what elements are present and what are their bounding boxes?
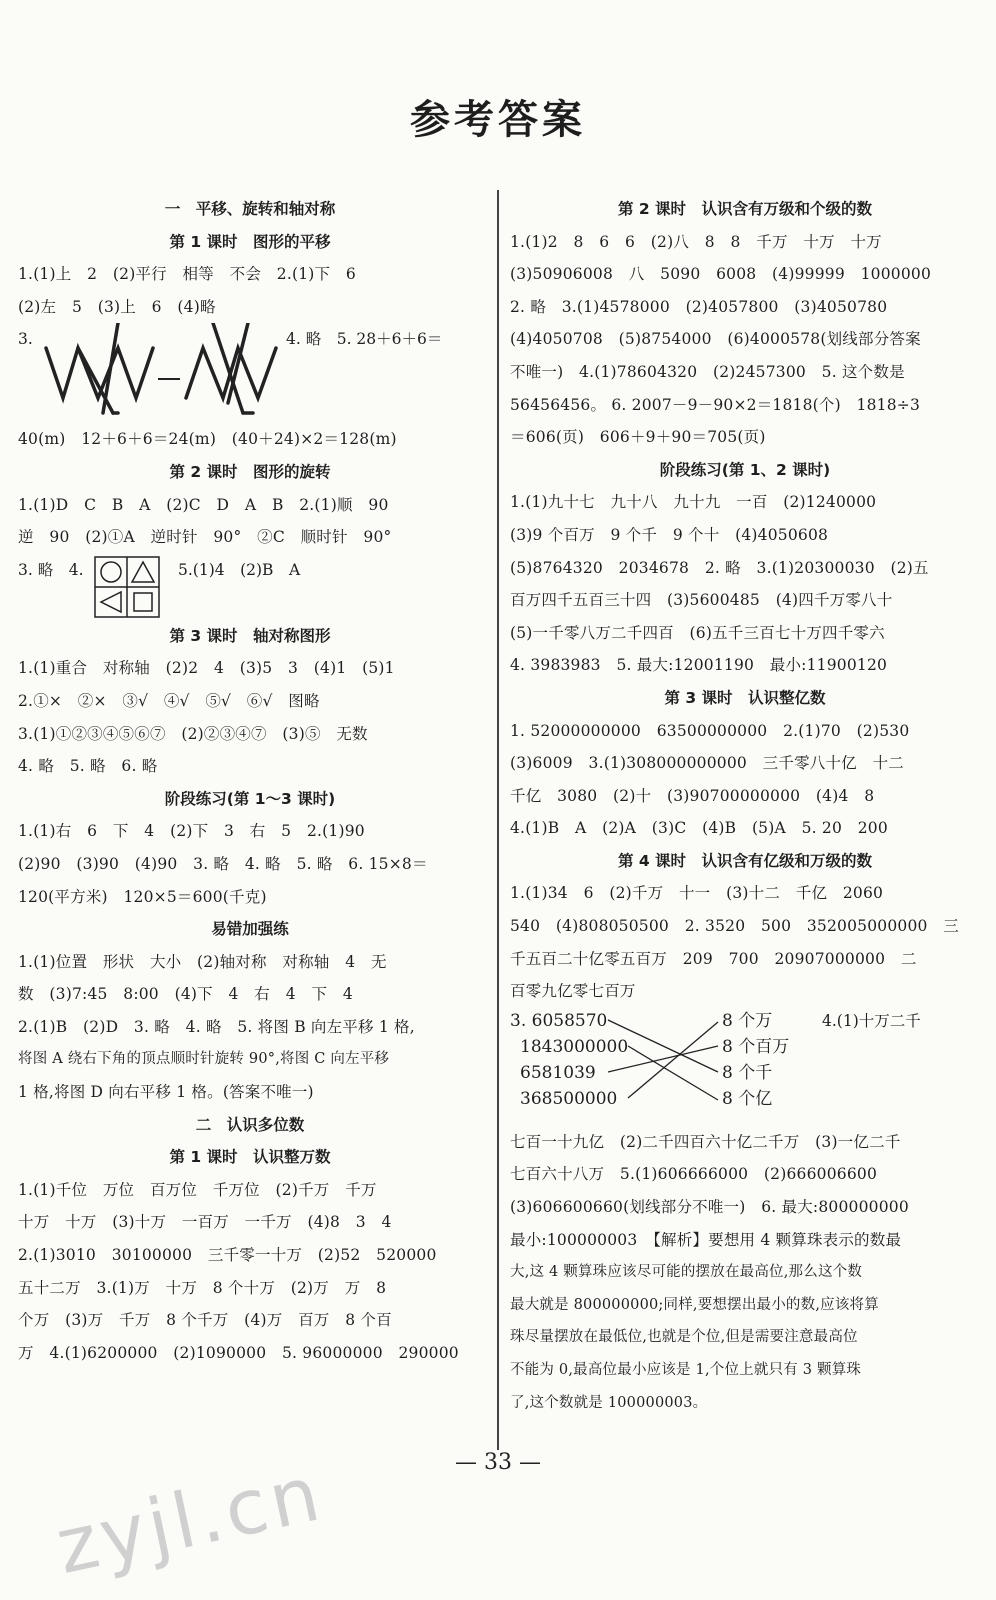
shape-grid-row (18, 554, 482, 620)
answer-line: 最小:100000003 【解析】要想用 4 颗算珠表示的数最 (510, 1230, 902, 1249)
section-heading: 阶段练习(第 1、2 课时) (659, 460, 831, 479)
match-left-item: 6581039 (520, 1062, 596, 1083)
matching-lines (606, 1008, 726, 1126)
column-divider (497, 190, 499, 1450)
match-right-item: 8 个百万 (722, 1036, 790, 1057)
answer-line: 4. 略 5. 略 6. 略 (18, 757, 158, 776)
answer-line: (3)6009 3.(1)308000000000 三千零八十亿 十二 (510, 754, 904, 773)
triangle-icon (132, 562, 154, 582)
answer-line: 千五百二十亿零五百万 209 700 20907000000 二 (510, 949, 917, 968)
explanation-line: 最大就是 800000000;同样,要想摆出最小的数,应该将算 (510, 1296, 879, 1313)
answer-line: (2)90 (3)90 (4)90 3. 略 4. 略 5. 略 6. 15×8＝ (18, 854, 428, 873)
answer-line: 1 格,将图 D 向右平移 1 格。(答案不唯一) (18, 1083, 314, 1102)
answer-line: 将图 A 绕右下角的顶点顺时针旋转 90°,将图 C 向左平移 (18, 1051, 390, 1068)
answer-line: 5.(1)4 (2)B A (178, 560, 301, 579)
lesson-heading: 第 2 课时 认识含有万级和个级的数 (617, 200, 873, 218)
answer-line: 不唯一) 4.(1)78604320 (2)2457300 5. 这个数是 (510, 362, 905, 381)
page-title: 参考答案 (410, 97, 586, 143)
answer-line: 4. 略 5. 28＋6＋6＝ (286, 330, 443, 349)
answer-line: 个万 (3)万 千万 8 个千万 (4)万 百万 8 个百 (18, 1311, 392, 1330)
explanation-line: 不能为 0,最高位最小应该是 1,个位上就只有 3 颗算珠 (510, 1362, 862, 1378)
square-icon (134, 593, 152, 611)
explanation-line: 珠尽量摆放在最低位,也就是个位,但是需要注意最高位 (510, 1329, 858, 1346)
zigzag-translation-figure (38, 323, 288, 423)
answer-line: 千亿 3080 (2)十 (3)90700000000 (4)4 8 (510, 786, 875, 805)
answer-line: 2.(1)3010 30100000 三千零一十万 (2)52 520000 (18, 1246, 437, 1265)
answer-line: 2.①× ②× ③√ ④√ ⑤√ ⑥√ 图略 (18, 691, 320, 710)
answer-line: (5)8764320 2034678 2. 略 3.(1)20300030 (2)五 (510, 558, 929, 577)
answer-line: 1. 52000000000 63500000000 2.(1)70 (2)530 (510, 721, 910, 740)
unit-heading: 二 认识多位数 (195, 1115, 305, 1134)
answer-line: 1.(1)2 8 6 6 (2)八 8 8 千万 十万 十万 (510, 232, 882, 251)
answer-line: 十万 十万 (3)十万 一百万 一千万 (4)8 3 4 (18, 1213, 392, 1232)
answer-line: 1.(1)重合 对称轴 (2)2 4 (3)5 3 (4)1 (5)1 (18, 659, 395, 678)
left-column (18, 193, 482, 1369)
answer-line: 1.(1)D C B A (2)C D A B 2.(1)顺 90 (18, 495, 389, 514)
answer-line: 万 4.(1)6200000 (2)1090000 5. 96000000 290000 (18, 1343, 459, 1362)
answer-line: 2.(1)B (2)D 3. 略 4. 略 5. 将图 B 向左平移 1 格, (18, 1017, 415, 1036)
answer-line: 56456456。 6. 2007－9－90×2＝1818(个) 1818÷3 (510, 395, 921, 414)
answer-line: 540 (4)808050500 2. 3520 500 352005000000 三 (510, 917, 959, 936)
section-heading: 易错加强练 (211, 920, 289, 939)
answer-line: 2. 略 3.(1)4578000 (2)4057800 (3)4050780 (510, 297, 888, 316)
right-column (510, 193, 980, 1419)
match-left-item: 3. 6058570 (510, 1010, 608, 1031)
match-right-item: 8 个千 (722, 1062, 773, 1083)
answer-line: 七百一十九亿 (2)二千四百六十亿二千万 (3)一亿二千 (510, 1132, 901, 1151)
match-right-item: 8 个亿 (722, 1088, 773, 1109)
match-left-item: 1843000000 (520, 1036, 629, 1057)
question-number: 3. (18, 330, 33, 349)
answer-line: 1.(1)34 6 (2)千万 十一 (3)十二 千亿 2060 (510, 884, 884, 903)
answer-line: 3.(1)①②③④⑤⑥⑦ (2)②③④⑦ (3)⑤ 无数 (18, 724, 368, 743)
left-triangle-icon (101, 592, 121, 612)
answer-line: 七百六十八万 5.(1)606666000 (2)666006600 (510, 1165, 878, 1184)
answer-line: (5)一千零八万二千四百 (6)五千三百七十万四千零六 (510, 623, 885, 642)
answer-line: 1.(1)上 2 (2)平行 相等 不会 2.(1)下 6 (18, 265, 356, 284)
explanation-line: 了,这个数就是 100000003。 (510, 1394, 708, 1411)
answer-line: (3)50906008 八 5090 6008 (4)99999 1000000 (510, 265, 932, 284)
answer-line: (2)左 5 (3)上 6 (4)略 (18, 297, 216, 316)
answer-line: 1.(1)右 6 下 4 (2)下 3 右 5 2.(1)90 (18, 822, 365, 841)
circle-icon (101, 562, 121, 582)
answer-line: 逆 90 (2)①A 逆时针 90° ②C 顺时针 90° (18, 528, 392, 547)
answer-line: 数 (3)7:45 8:00 (4)下 4 右 4 下 4 (18, 985, 353, 1004)
answer-line: 1.(1)九十七 九十八 九十九 一百 (2)1240000 (510, 493, 877, 512)
answer-line: 百万四千五百三十四 (3)5600485 (4)四千万零八十 (510, 591, 893, 610)
lesson-heading: 第 3 课时 轴对称图形 (169, 626, 331, 645)
page-number: — 33 — (455, 1450, 541, 1475)
match-left-item: 368500000 (520, 1088, 618, 1109)
matching-figure (510, 1008, 980, 1126)
answer-line: 1.(1)位置 形状 大小 (2)轴对称 对称轴 4 无 (18, 952, 387, 971)
section-heading: 阶段练习(第 1～3 课时) (164, 789, 336, 808)
lesson-heading: 第 1 课时 图形的平移 (169, 232, 331, 251)
answer-line: (3)9 个百万 9 个千 9 个十 (4)4050608 (510, 525, 829, 544)
shape-grid-figure (94, 556, 160, 618)
answer-line: 4.(1)十万二千 (822, 1011, 921, 1030)
explanation-line: 大,这 4 颗算珠应该尽可能的摆放在最高位,那么这个数 (510, 1264, 863, 1281)
lesson-heading: 第 4 课时 认识含有亿级和万级的数 (617, 851, 873, 870)
match-right-item: 8 个万 (722, 1010, 773, 1031)
answer-line: ＝606(页) 606＋9＋90＝705(页) (510, 428, 766, 447)
answer-line: 百零九亿零七百万 (510, 982, 636, 1001)
answer-line: (4)4050708 (5)8754000 (6)4000578(划线部分答案 (510, 330, 921, 349)
watermark: zyjl.cn (48, 1447, 331, 1592)
answer-line: 4.(1)B A (2)A (3)C (4)B (5)A 5. 20 200 (510, 819, 888, 838)
lesson-heading: 第 3 课时 认识整亿数 (664, 688, 826, 707)
answer-line: 4. 3983983 5. 最大:12001190 最小:11900120 (510, 656, 888, 675)
answer-line: 1.(1)千位 万位 百万位 千万位 (2)千万 千万 (18, 1180, 377, 1199)
unit-heading: 一 平移、旋转和轴对称 (164, 200, 336, 218)
answer-line: 3. 略 4. (18, 560, 84, 579)
answer-line: 五十二万 3.(1)万 十万 8 个十万 (2)万 万 8 (18, 1278, 387, 1297)
zigzag-figure-row (18, 323, 482, 423)
lesson-heading: 第 2 课时 图形的旋转 (169, 462, 331, 481)
answer-line: 40(m) 12＋6＋6＝24(m) (40＋24)×2＝128(m) (18, 430, 397, 449)
lesson-heading: 第 1 课时 认识整万数 (169, 1148, 331, 1167)
answer-line: 120(平方米) 120×5＝600(千克) (18, 887, 267, 906)
answer-line: (3)606600660(划线部分不唯一) 6. 最大:800000000 (510, 1198, 909, 1217)
